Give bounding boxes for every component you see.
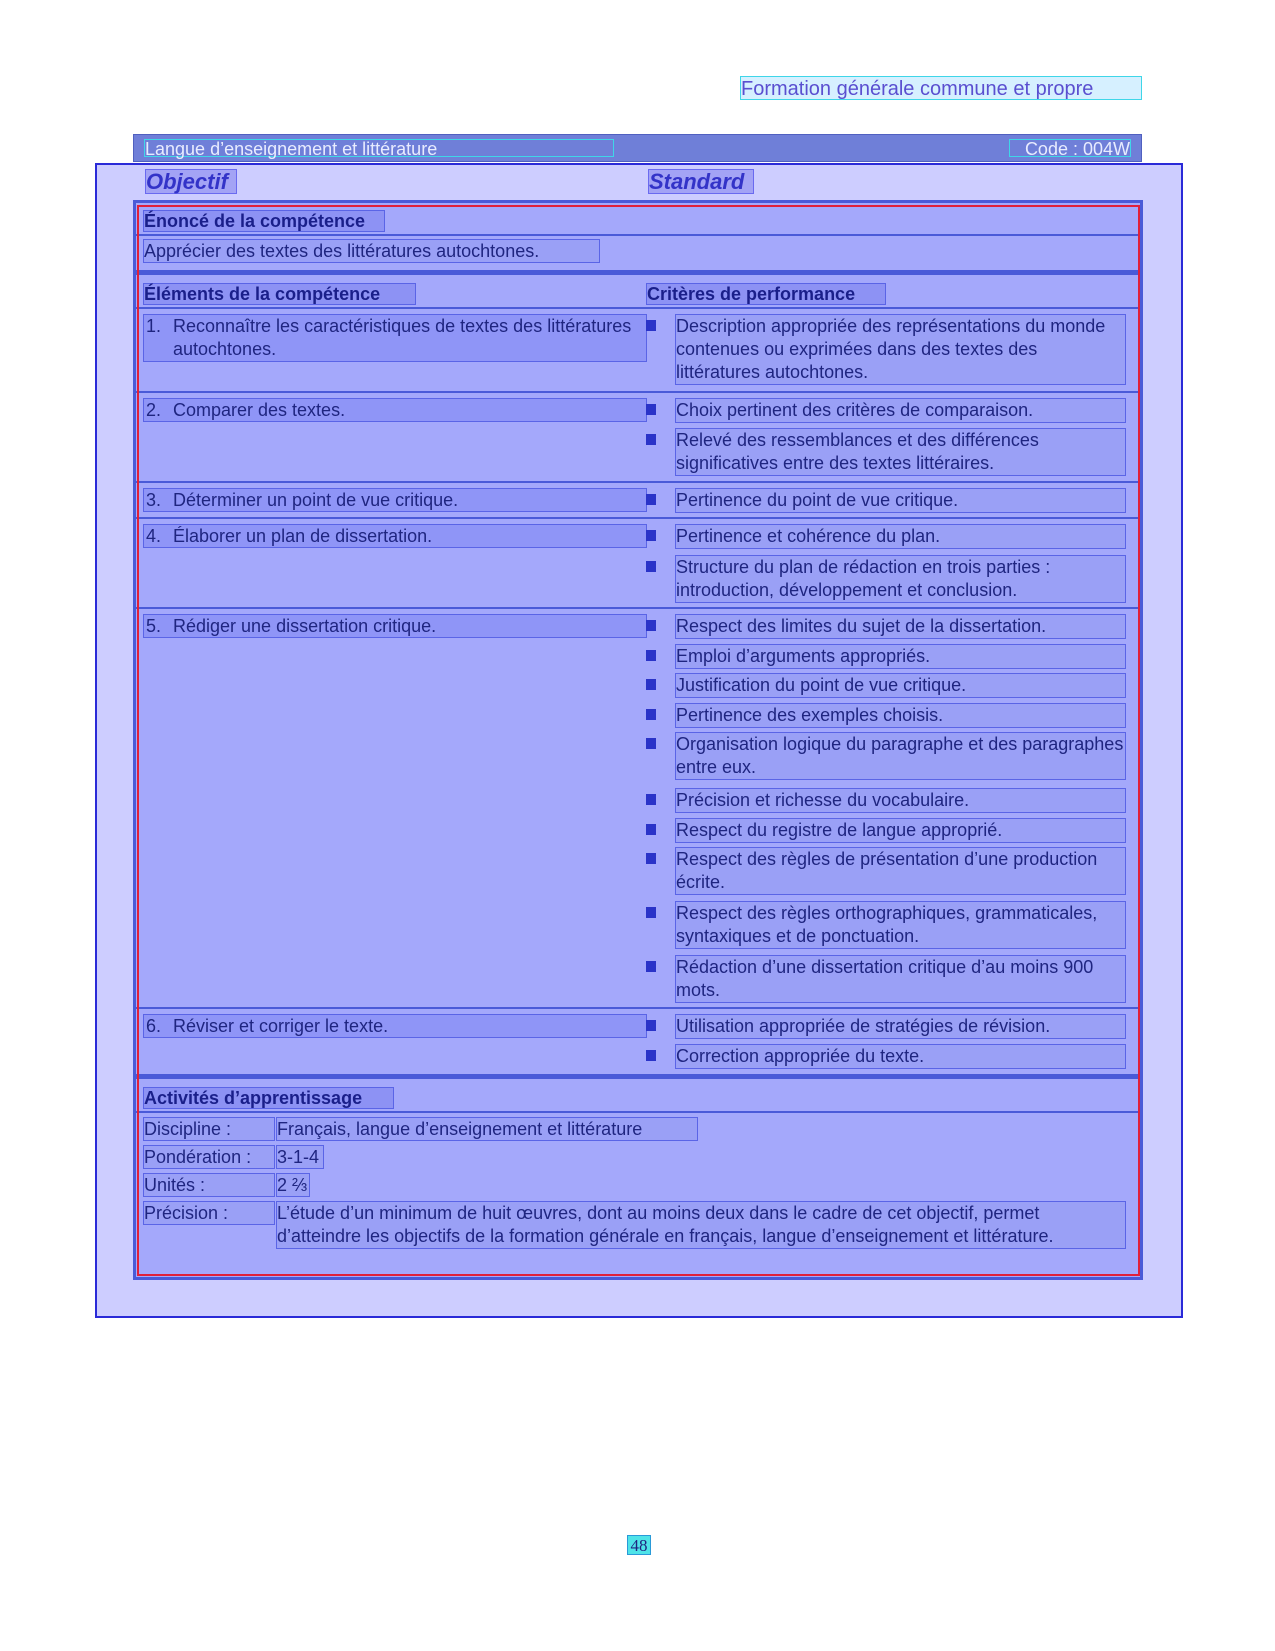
divider xyxy=(136,391,1141,393)
running-head: Formation générale commune et propre xyxy=(740,76,1142,100)
criterion xyxy=(646,1014,1126,1039)
criterion-text: Respect des limites du sujet de la dissertation. xyxy=(675,614,1126,639)
element-number: 5. xyxy=(146,616,162,636)
bullet-icon xyxy=(646,907,656,918)
divider xyxy=(136,1007,1141,1009)
criterion-text: Utilisation appropriée de stratégies de révision. xyxy=(675,1014,1126,1039)
bullet-icon xyxy=(646,320,656,331)
bullet-icon xyxy=(646,434,656,445)
divider-thick xyxy=(136,270,1141,275)
criterion xyxy=(646,673,1126,698)
element-number: 1. xyxy=(146,316,162,336)
enonce-title: Énoncé de la compétence xyxy=(143,210,385,232)
bullet-icon xyxy=(646,794,656,805)
divider xyxy=(136,307,1141,309)
criterion xyxy=(646,644,1126,669)
element-text: Reconnaître les caractéristiques de textes des littératures autochtones. xyxy=(173,316,632,359)
activites-title: Activités d’apprentissage xyxy=(143,1087,394,1109)
bullet-icon xyxy=(646,709,656,720)
criterion xyxy=(646,614,1126,639)
unites-value: 2 ⅔ xyxy=(276,1173,310,1197)
bullet-icon xyxy=(646,620,656,631)
heading-standard: Standard xyxy=(648,169,754,194)
element-2 xyxy=(143,398,647,422)
bullet-icon xyxy=(646,1050,656,1061)
element-number: 6. xyxy=(146,1016,162,1036)
course-title: Langue d’enseignement et littérature xyxy=(144,139,614,157)
element-5 xyxy=(143,614,647,638)
criterion-text: Emploi d’arguments appropriés. xyxy=(675,644,1126,669)
bullet-icon xyxy=(646,650,656,661)
criterion xyxy=(646,732,1126,780)
objective-standard-headings xyxy=(143,169,1143,196)
element-number: 2. xyxy=(146,400,162,420)
criterion xyxy=(646,788,1126,813)
criterion xyxy=(646,901,1126,949)
element-text: Réviser et corriger le texte. xyxy=(173,1016,389,1036)
criterion xyxy=(646,847,1126,895)
divider-thick xyxy=(136,1074,1141,1079)
divider xyxy=(136,234,1141,236)
bullet-icon xyxy=(646,853,656,864)
bullet-icon xyxy=(646,1020,656,1031)
criterion-text: Pertinence des exemples choisis. xyxy=(675,703,1126,728)
criterion-text: Respect des règles de présentation d’une production écrite. xyxy=(675,847,1126,895)
criterion xyxy=(646,555,1126,603)
divider xyxy=(136,481,1141,483)
criteres-header: Critères de performance xyxy=(646,283,886,305)
element-number: 3. xyxy=(146,490,162,510)
heading-objectif: Objectif xyxy=(145,169,237,194)
element-1 xyxy=(143,314,647,362)
divider xyxy=(136,517,1141,519)
bullet-icon xyxy=(646,961,656,972)
criterion-text: Précision et richesse du vocabulaire. xyxy=(675,788,1126,813)
criterion xyxy=(646,488,1126,513)
ponderation-value: 3-1-4 xyxy=(276,1145,324,1169)
element-3 xyxy=(143,488,647,512)
criterion xyxy=(646,314,1126,385)
divider xyxy=(136,1111,1141,1113)
ponderation-label: Pondération : xyxy=(143,1145,275,1169)
criterion-text: Relevé des ressemblances et des différences significatives entre des textes littéraires. xyxy=(675,428,1126,476)
discipline-label: Discipline : xyxy=(143,1117,275,1141)
enonce-text: Apprécier des textes des littératures autochtones. xyxy=(143,239,600,263)
criterion xyxy=(646,524,1126,549)
criterion-text: Description appropriée des représentations du monde contenues ou exprimées dans des textes des littératures autochtones. xyxy=(675,314,1126,385)
bullet-icon xyxy=(646,561,656,572)
precision-label: Précision : xyxy=(143,1201,275,1225)
unites-label: Unités : xyxy=(143,1173,275,1197)
criterion-text: Respect du registre de langue approprié. xyxy=(675,818,1126,843)
page-number: 48 xyxy=(627,1535,651,1555)
criterion xyxy=(646,818,1126,843)
criterion-text: Correction appropriée du texte. xyxy=(675,1044,1126,1069)
bullet-icon xyxy=(646,738,656,749)
criterion xyxy=(646,428,1126,476)
criterion xyxy=(646,1044,1126,1069)
criterion xyxy=(646,398,1126,423)
criterion-text: Pertinence du point de vue critique. xyxy=(675,488,1126,513)
precision-value: L’étude d’un minimum de huit œuvres, dont au moins deux dans le cadre de cet objectif, permet d’atteindre les objectifs de la formation générale en français, langue d’enseignement et littérature. xyxy=(276,1201,1126,1249)
criterion-text: Organisation logique du paragraphe et des paragraphes entre eux. xyxy=(675,732,1126,780)
criterion-text: Rédaction d’une dissertation critique d’au moins 900 mots. xyxy=(675,955,1126,1003)
bullet-icon xyxy=(646,494,656,505)
element-text: Rédiger une dissertation critique. xyxy=(173,616,437,636)
criterion-text: Justification du point de vue critique. xyxy=(675,673,1126,698)
element-text: Déterminer un point de vue critique. xyxy=(173,490,459,510)
divider xyxy=(136,607,1141,609)
element-text: Comparer des textes. xyxy=(173,400,346,420)
bullet-icon xyxy=(646,530,656,541)
element-number: 4. xyxy=(146,526,162,546)
bullet-icon xyxy=(646,679,656,690)
element-text: Élaborer un plan de dissertation. xyxy=(173,526,433,546)
criterion-text: Choix pertinent des critères de comparaison. xyxy=(675,398,1126,423)
criterion-text: Respect des règles orthographiques, grammaticales, syntaxiques et de ponctuation. xyxy=(675,901,1126,949)
element-4 xyxy=(143,524,647,548)
element-6 xyxy=(143,1014,647,1038)
headings-band xyxy=(143,169,1143,195)
criterion-text: Structure du plan de rédaction en trois parties : introduction, développement et conclusion. xyxy=(675,555,1126,603)
course-bar xyxy=(133,134,1142,162)
discipline-value: Français, langue d’enseignement et littérature xyxy=(276,1117,698,1141)
bullet-icon xyxy=(646,824,656,835)
course-code: Code : 004W xyxy=(1009,139,1131,157)
elements-header: Éléments de la compétence xyxy=(143,283,416,305)
criterion xyxy=(646,703,1126,728)
bullet-icon xyxy=(646,404,656,415)
criterion-text: Pertinence et cohérence du plan. xyxy=(675,524,1126,549)
criterion xyxy=(646,955,1126,1003)
